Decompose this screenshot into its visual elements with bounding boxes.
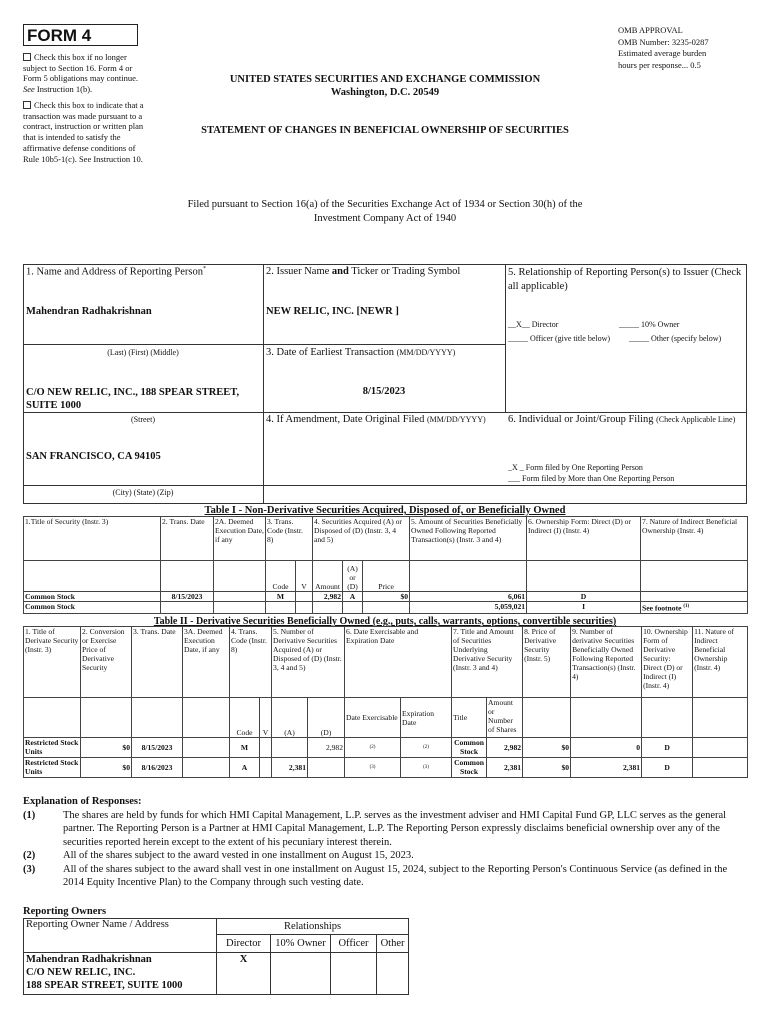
box2-label: [266, 266, 460, 277]
check1-text: Check this box if no longer subject to Section 16. Form 4 or Form 5 obligations may continue.: [23, 52, 138, 84]
check1-see: See: [23, 84, 35, 95]
reporting-owners-table: [23, 918, 409, 995]
t2-h-conv: 2. Conversion or Exercise Price of Derivative Security: [81, 627, 132, 698]
statement-title: STATEMENT OF CHANGES IN BENEFICIAL OWNERSHIP OF SECURITIES: [201, 125, 569, 136]
t2-r0-utitle: Common Stock: [452, 738, 487, 758]
table-row: [24, 592, 748, 602]
no-longer-subject-note: [23, 52, 151, 95]
t1-h-date: 2. Trans. Date: [161, 517, 214, 561]
owners-col-director: Director: [217, 935, 271, 953]
explanation-title: Explanation of Responses:: [23, 796, 142, 807]
owners-col-ten: 10% Owner: [271, 935, 331, 953]
t1-h-acquired: 4. Securities Acquired (A) or Disposed of (D) (Instr. 3, 4 and 5): [313, 517, 410, 561]
t2-r0-title: Restricted Stock Units: [24, 738, 81, 758]
table2-subheader-row: [24, 698, 748, 738]
footnote-3-text: All of the shares subject to the award shall vest in one installment on August 15, 2024, subject to the Reporting Person's Continuous Service (as defined in the 2014 Equity Incentive Plan) to the Company through such vesting date.: [63, 863, 728, 888]
t2-s-a: (A): [272, 698, 308, 738]
t1-s-code: Code: [266, 561, 296, 592]
t2-r0-d: 2,982: [308, 738, 345, 758]
t1-h-deemed: 2A. Deemed Execution Date, if any: [214, 517, 266, 561]
t2-r1-title: Restricted Stock Units: [24, 758, 81, 778]
city-caption: (City) (State) (Zip): [112, 488, 174, 497]
divider: [23, 485, 263, 486]
t2-r1-conv: $0: [81, 758, 132, 778]
table-row: [24, 758, 748, 778]
box3-format: (MM/DD/YYYY): [396, 348, 456, 357]
owner-address-2: 188 SPEAR STREET, SUITE 1000: [26, 980, 183, 991]
t1-r0-form: D: [527, 592, 641, 602]
t2-r1-uamt: 2,381: [487, 758, 523, 778]
t2-s-expiration: Expiration Date: [401, 698, 452, 738]
t1-r1-amount: [313, 602, 343, 614]
box6-hint: (Check Applicable Line): [656, 415, 736, 424]
agency-city: Washington, D.C. 20549: [330, 87, 440, 98]
table2-title: Table II - Derivative Securities Beneficially Owned (e.g., puts, calls, warrants, options, convertible securities): [153, 616, 617, 627]
box3-label-text: 3. Date of Earliest Transaction: [266, 347, 395, 358]
box4-format: (MM/DD/YYYY): [426, 415, 486, 424]
owners-col-relationships: Relationships: [217, 919, 409, 935]
t2-r1-a: 2,381: [272, 758, 308, 778]
t2-h-underlying: 7. Title and Amount of Securities Underlying Derivative Security (Instr. 3 and 4): [452, 627, 523, 698]
footnote-2-text: All of the shares subject to the award vested in one installment on August 15, 2023.: [63, 850, 414, 861]
t2-h-number: 5. Number of Derivative Securities Acquired (A) or Disposed of (D) (Instr. 3, 4 and 5): [272, 627, 345, 698]
t1-r1-ad: [343, 602, 363, 614]
filed-line-2: Investment Company Act of 1940: [313, 213, 457, 224]
t2-r0-date: 8/15/2023: [132, 738, 183, 758]
t2-r0-owned: 0: [571, 738, 642, 758]
t2-r1-owned: 2,381: [571, 758, 642, 778]
street-caption: (Street): [131, 415, 155, 424]
t1-r0-nature: [641, 592, 748, 602]
owner-row: [24, 953, 409, 995]
footnote-3-num: (3): [23, 863, 36, 875]
t1-h-form: 6. Ownership Form: Direct (D) or Indirect (I) (Instr. 4): [527, 517, 641, 561]
t1-r1-v: [296, 602, 313, 614]
t2-h-date: 3. Trans. Date: [132, 627, 183, 698]
t2-r0-code: M: [230, 738, 260, 758]
t2-r0-a: [272, 738, 308, 758]
t1-h-title: 1.Title of Security (Instr. 3): [24, 517, 161, 561]
t1-r0-date: 8/15/2023: [161, 592, 214, 602]
owner-name: Mahendran Radhakrishnan: [26, 954, 152, 965]
multi-person-option: ___ Form filed by More than One Reporting Person: [508, 474, 675, 483]
owner-address-1: C/O NEW RELIC, INC.: [26, 967, 136, 978]
other-option: _____ Other (specify below): [629, 334, 722, 343]
t1-r1-title: Common Stock: [24, 602, 161, 614]
table1-subheader-row: [24, 561, 748, 592]
t1-s-aord: (A) or (D): [343, 561, 363, 592]
divider: [263, 264, 264, 504]
explanation-section: [23, 795, 747, 890]
t2-r0-conv: $0: [81, 738, 132, 758]
divider: [263, 485, 747, 486]
omb-approval: [618, 25, 758, 71]
t1-r0-v: [296, 592, 313, 602]
owners-col-other: Other: [377, 935, 409, 953]
omb-line-1: OMB APPROVAL: [618, 25, 683, 35]
t1-s-price: Price: [363, 561, 410, 592]
owner-director-mark: X: [217, 953, 271, 995]
footnote-item: [23, 809, 747, 850]
t2-s-amount: Amount or Number of Shares: [487, 698, 523, 738]
owners-col-officer: Officer: [331, 935, 377, 953]
reporting-person-city: SAN FRANCISCO, CA 94105: [26, 451, 161, 462]
t2-h-deemed: 3A. Deemed Execution Date, if any: [183, 627, 230, 698]
omb-line-2: OMB Number: 3235-0287: [618, 36, 709, 47]
table-row: [24, 602, 748, 614]
t2-r1-d: [308, 758, 345, 778]
owner-other-mark: [377, 953, 409, 995]
t2-r1-exp: (3): [401, 758, 452, 778]
reporting-person-name: Mahendran Radhakrishnan: [26, 306, 152, 317]
t2-s-title: Title: [452, 698, 487, 738]
t1-r1-price: [363, 602, 410, 614]
agency-name: UNITED STATES SECURITIES AND EXCHANGE COMMISSION: [229, 74, 541, 85]
t1-h-code: 3. Trans. Code (Instr. 8): [266, 517, 313, 561]
t2-s-code: Code: [230, 698, 260, 738]
box1-sup: *: [203, 266, 207, 272]
t2-s-exercisable: Date Exercisable: [345, 698, 401, 738]
t2-r1-exer: (3): [345, 758, 401, 778]
owners-col-name: Reporting Owner Name / Address: [24, 919, 217, 953]
box4-label-text: 4. If Amendment, Date Original Filed: [266, 414, 425, 425]
t1-r1-deemed: [214, 602, 266, 614]
box6-label-text: 6. Individual or Joint/Group Filing: [508, 414, 654, 425]
t1-h-nature: 7. Nature of Indirect Beneficial Ownership (Instr. 4): [641, 517, 748, 561]
t2-r1-price: $0: [523, 758, 571, 778]
box3-label: [266, 347, 455, 358]
non-derivative-table: [23, 516, 748, 614]
t1-s-v: V: [296, 561, 313, 592]
table2-header-row: [24, 627, 748, 698]
footnote-item: [23, 863, 747, 890]
t2-h-price: 8. Price of Derivative Security (Instr. 5): [523, 627, 571, 698]
t1-r0-owned: 6,061: [410, 592, 527, 602]
t1-r1-nature: [641, 602, 748, 614]
t2-h-form: 10. Ownership Form of Derivative Security: Direct (D) or Indirect (I) (Instr. 4): [642, 627, 693, 698]
omb-line-3: Estimated average burden: [618, 48, 707, 59]
t2-r1-date: 8/16/2023: [132, 758, 183, 778]
derivative-table: [23, 626, 748, 778]
t1-r0-title: Common Stock: [24, 592, 161, 602]
t1-r0-ad: A: [343, 592, 363, 602]
t2-s-v: V: [260, 698, 272, 738]
table1-header-row: [24, 517, 748, 561]
reporting-person-street: C/O NEW RELIC, INC., 188 SPEAR STREET, SUITE 1000: [26, 387, 240, 411]
t2-h-nature: 11. Nature of Indirect Beneficial Ownership (Instr. 4): [693, 627, 748, 698]
t2-h-code: 4. Trans. Code (Instr. 8): [230, 627, 272, 698]
filed-pursuant: [130, 198, 640, 226]
owner-name-address: [24, 953, 217, 995]
box6-label: [508, 414, 744, 426]
reporting-person-box: [23, 264, 747, 504]
divider: [23, 412, 263, 413]
owners-title: Reporting Owners: [23, 906, 107, 917]
t2-h-title: 1. Title of Derivate Security (Instr. 3): [24, 627, 81, 698]
box2-label-and: and: [331, 266, 349, 277]
t1-r1-owned: 5,059,021: [410, 602, 527, 614]
owner-officer-mark: [331, 953, 377, 995]
divider: [263, 344, 505, 345]
table-row: [24, 738, 748, 758]
t1-r1-form: I: [527, 602, 641, 614]
owner-ten-mark: [271, 953, 331, 995]
check2-text: Check this box to indicate that a transaction was made pursuant to a contract, instruction or written plan that is intended to satisfy the affirmative defense conditions of Rule 10b5-1(c). See Instruction 10.: [23, 100, 144, 164]
rule-10b5-checkbox[interactable]: [23, 101, 31, 109]
t1-r1-code: [266, 602, 296, 614]
divider: [263, 412, 747, 413]
officer-option: _____ Officer (give title below): [508, 334, 611, 343]
t1-r1-nature-sup: (1): [683, 604, 690, 609]
footnote-item: [23, 849, 747, 863]
name-caption: (Last) (First) (Middle): [107, 348, 179, 357]
t2-r0-exer: (2): [345, 738, 401, 758]
box5-label: 5. Relationship of Reporting Person(s) to Issuer (Check all applicable): [508, 267, 742, 292]
box2-label-post: Ticker or Trading Symbol: [348, 266, 461, 277]
t1-s-amount: Amount: [313, 561, 343, 592]
divider: [23, 344, 263, 345]
form-title: FORM 4: [23, 24, 138, 46]
box2-label-pre: 2. Issuer Name: [266, 266, 332, 277]
t1-r0-code: M: [266, 592, 296, 602]
t1-r0-amount: 2,982: [313, 592, 343, 602]
footnote-1-num: (1): [23, 809, 36, 821]
divider: [505, 264, 506, 412]
director-option: __X__ Director: [508, 320, 559, 329]
earliest-transaction-date: 8/15/2023: [362, 386, 406, 397]
t1-r0-deemed: [214, 592, 266, 602]
rule-10b5-note: [23, 100, 151, 164]
t2-s-d: (D): [308, 698, 345, 738]
table1-title: Table I - Non-Derivative Securities Acquired, Disposed of, or Beneficially Owned: [204, 505, 566, 516]
one-person-option: _X _ Form filed by One Reporting Person: [508, 463, 643, 472]
filed-line-1: Filed pursuant to Section 16(a) of the Securities Exchange Act of 1934 or Section 30(h) of the: [187, 199, 583, 210]
t2-h-owned: 9. Number of derivative Securities Beneficially Owned Following Reported Transaction(s) (Instr. 4): [571, 627, 642, 698]
t2-r0-price: $0: [523, 738, 571, 758]
t1-r1-date: [161, 602, 214, 614]
check1-instr: Instruction 1(b).: [36, 84, 93, 95]
box4-label: [266, 414, 486, 425]
footnote-2-num: (2): [23, 850, 36, 861]
box1-label-text: 1. Name and Address of Reporting Person: [26, 266, 204, 278]
t2-r1-form: D: [642, 758, 693, 778]
ten-percent-owner-option: _____ 10% Owner: [619, 320, 680, 329]
omb-line-4: hours per response... 0.5: [618, 59, 701, 70]
issuer-name: NEW RELIC, INC. [NEWR ]: [266, 306, 399, 317]
t2-r0-exp: (2): [401, 738, 452, 758]
t1-h-owned: 5. Amount of Securities Beneficially Owned Following Reported Transaction(s) (Instr. 3 and 4): [410, 517, 527, 561]
t2-r0-uamt: 2,982: [487, 738, 523, 758]
t1-r0-price: $0: [363, 592, 410, 602]
t2-r0-form: D: [642, 738, 693, 758]
no-longer-subject-checkbox[interactable]: [23, 53, 31, 61]
t2-h-exercisable: 6. Date Exercisable and Expiration Date: [345, 627, 452, 698]
footnote-1-text: The shares are held by funds for which HMI Capital Management, L.P. serves as the investment adviser and HMI Capital Fund GP, LLC serves as the general partner. The Reporting Person is a Partner at HMI Capital Management, L.P. The Reporting Person expressly disclaims beneficial ownership over any of the securities reported herein except to the extent of his pecuniary interest therein.: [63, 809, 727, 848]
box1-label: [26, 266, 206, 278]
t2-r1-utitle: Common Stock: [452, 758, 487, 778]
t2-r1-code: A: [230, 758, 260, 778]
t1-r1-nature-text: See footnote: [642, 603, 682, 613]
agency-heading: [160, 73, 610, 99]
